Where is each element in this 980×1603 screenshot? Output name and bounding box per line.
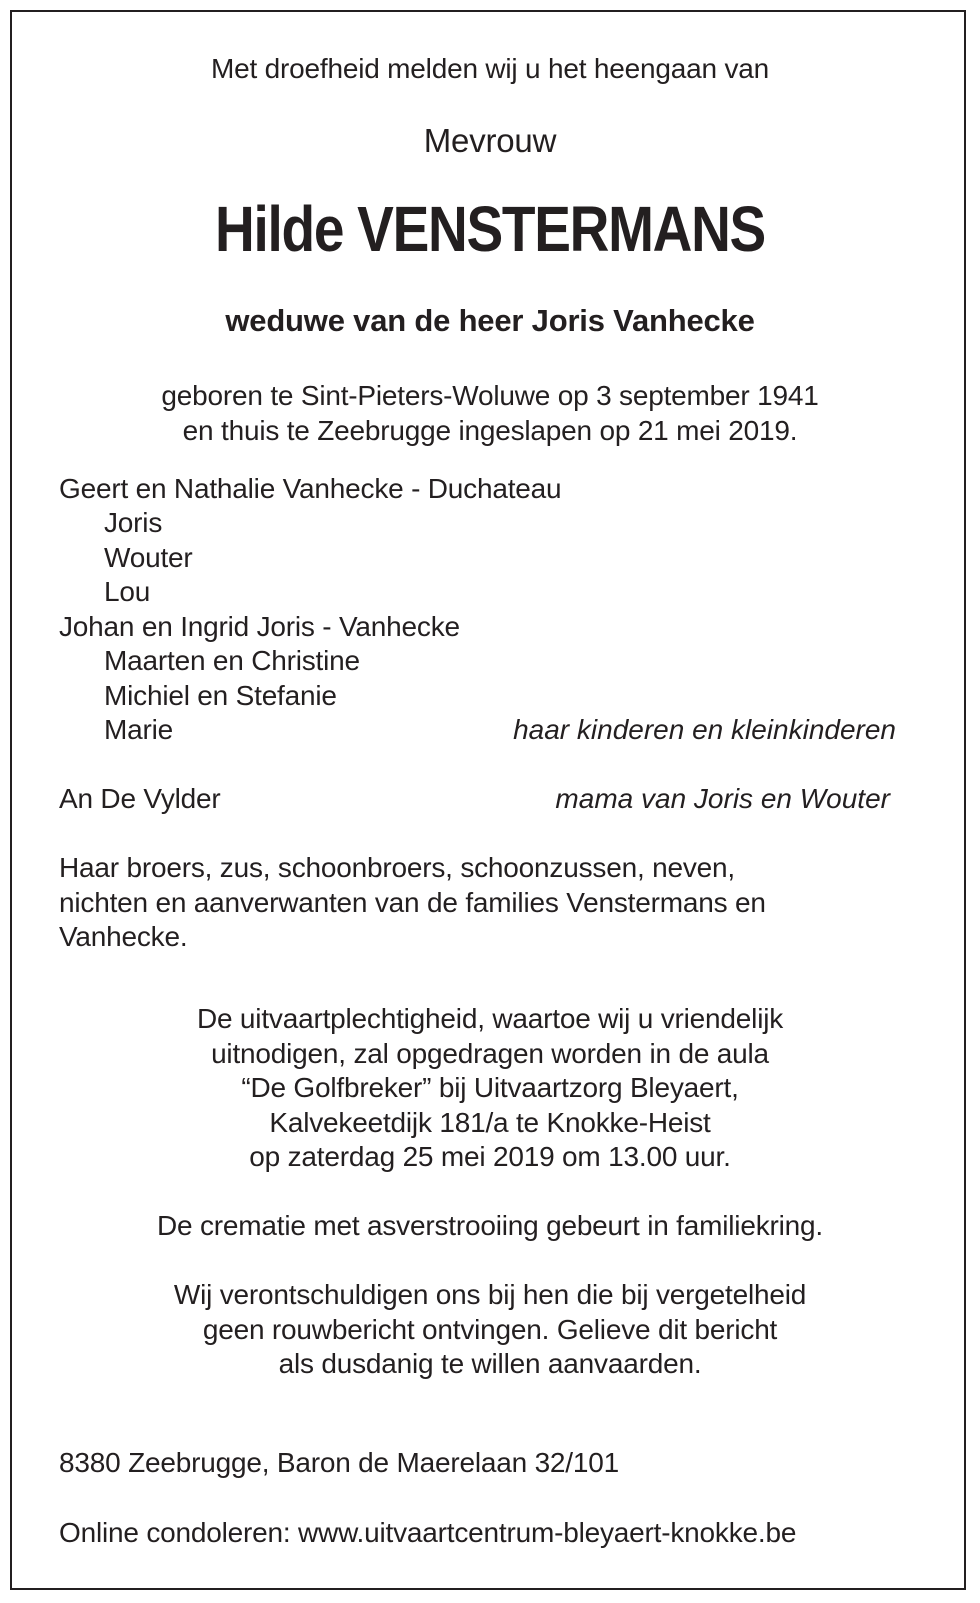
other-caption: mama van Joris en Wouter — [555, 783, 890, 814]
grandchild-name: Wouter — [104, 542, 193, 573]
cremation-line: De crematie met asverstrooiing gebeurt in familiekring. — [157, 1210, 823, 1241]
relatives-line: Vanhecke. — [59, 921, 188, 952]
condolence-line: Online condoleren: www.uitvaartcentrum-bleyaert-knokke.be — [59, 1517, 797, 1548]
grandchild-name: Michiel en Stefanie — [104, 680, 337, 711]
ceremony-line: De uitvaartplechtigheid, waartoe wij u vriendelijk — [196, 1003, 784, 1034]
apology-line: geen rouwbericht ontvingen. Gelieve dit bericht — [202, 1314, 778, 1345]
child-family-1: Geert en Nathalie Vanhecke - Duchateau — [59, 473, 562, 504]
apology-line: als dusdanig te willen aanvaarden. — [278, 1348, 702, 1379]
salutation: Mevrouw — [423, 122, 557, 159]
grandchild-name: Joris — [104, 507, 163, 538]
ceremony-line: Kalvekeetdijk 181/a te Knokke-Heist — [269, 1107, 711, 1138]
other-person: An De Vylder — [59, 783, 221, 814]
ceremony-line: uitnodigen, zal opgedragen worden in de aula — [211, 1038, 769, 1069]
relatives-line: Haar broers, zus, schoonbroers, schoonzussen, neven, — [59, 852, 735, 883]
grandchild-name: Maarten en Christine — [104, 645, 360, 676]
children-caption: haar kinderen en kleinkinderen — [513, 714, 896, 745]
home-address: 8380 Zeebrugge, Baron de Maerelaan 32/101 — [59, 1447, 620, 1478]
ceremony-line: op zaterdag 25 mei 2019 om 13.00 uur. — [249, 1141, 731, 1172]
apology-line: Wij verontschuldigen ons bij hen die bij vergetelheid — [173, 1279, 807, 1310]
relatives-line: nichten en aanverwanten van de families Venstermans en — [59, 887, 766, 918]
intro-text: Met droefheid melden wij u het heengaan van — [210, 53, 769, 84]
widow-of-text: weduwe van de heer Joris Vanhecke — [225, 303, 755, 338]
grandchild-name: Marie — [104, 714, 174, 745]
ceremony-line: “De Golfbreker” bij Uitvaartzorg Bleyaert, — [241, 1072, 739, 1103]
deceased-name: Hilde VENSTERMANS — [215, 193, 765, 265]
death-line: en thuis te Zeebrugge ingeslapen op 21 mei 2019. — [182, 415, 798, 446]
birth-line: geboren te Sint-Pieters-Woluwe op 3 september 1941 — [161, 380, 819, 411]
child-family-2: Johan en Ingrid Joris - Vanhecke — [59, 611, 460, 642]
grandchild-name: Lou — [104, 576, 151, 607]
